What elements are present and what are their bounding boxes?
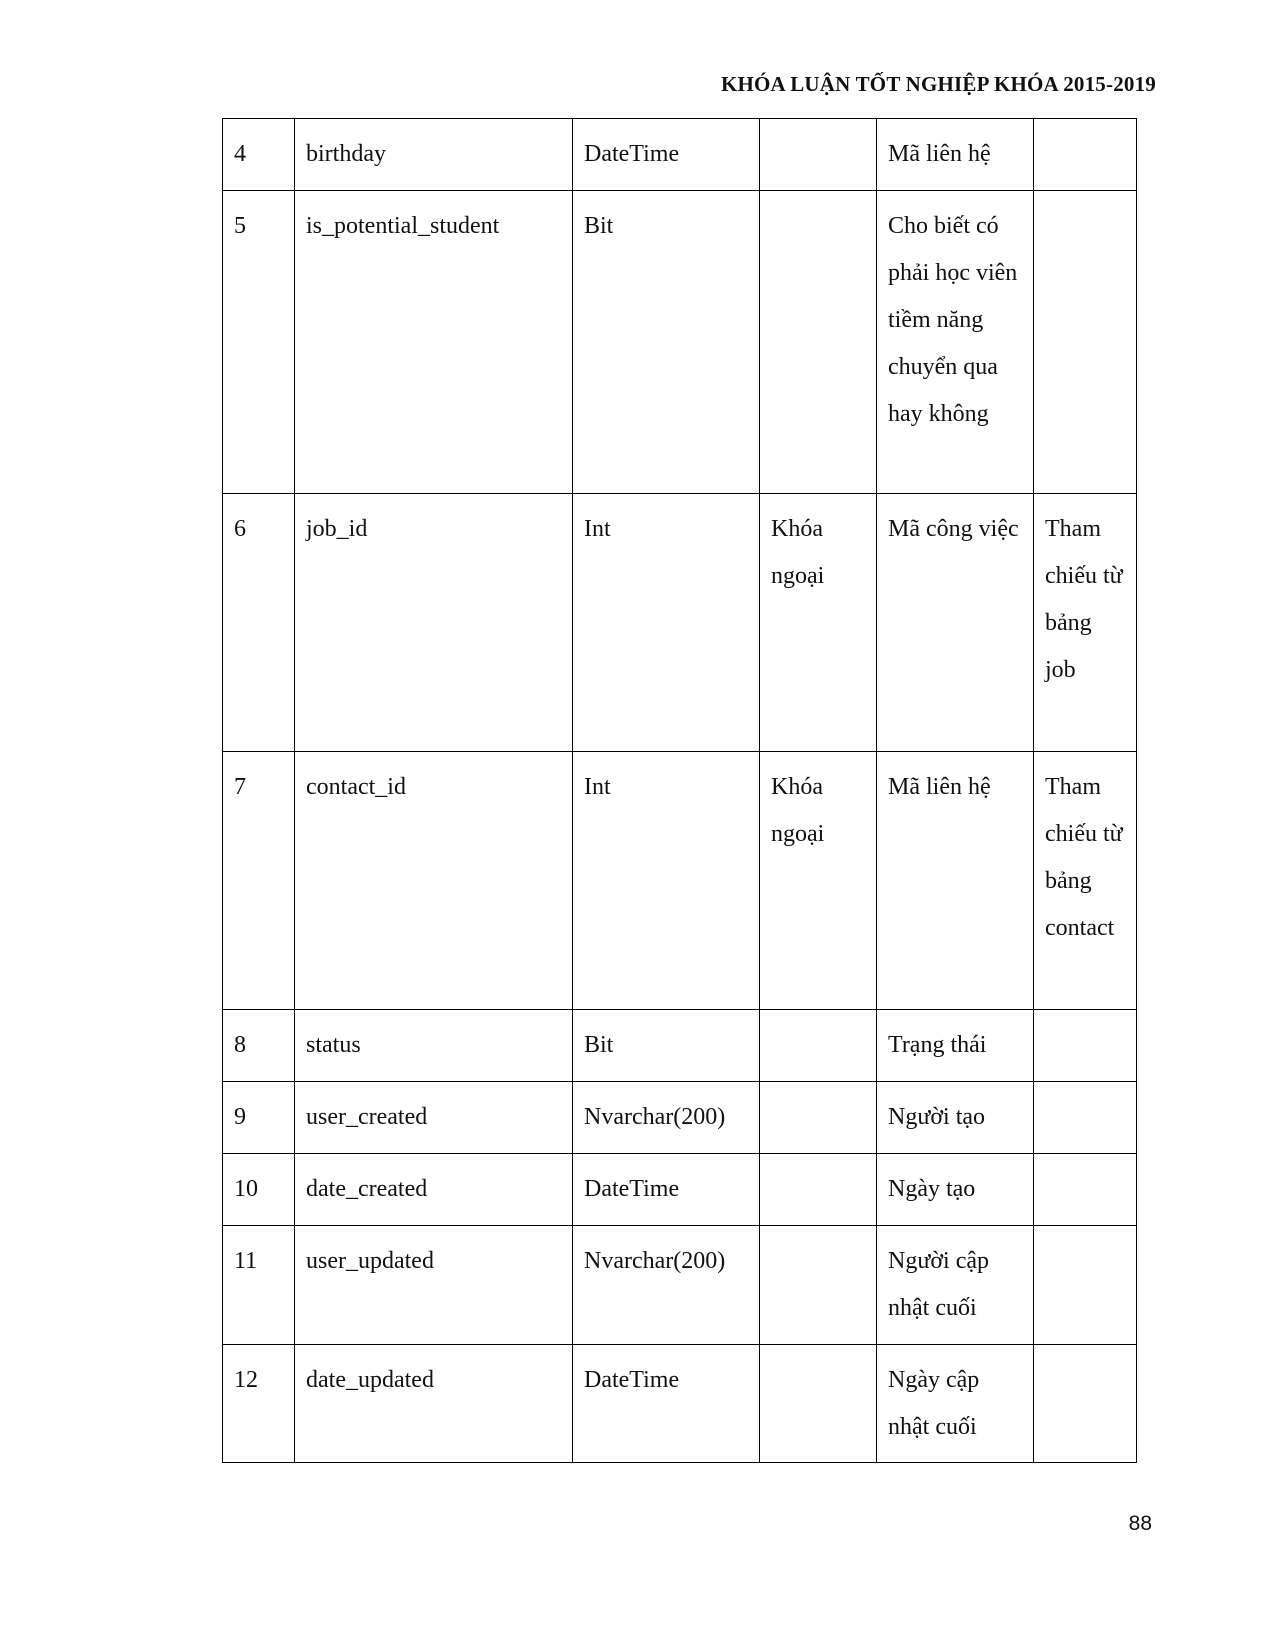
note-cell [1034,1154,1137,1226]
description-cell: Mã công việc [877,494,1034,752]
constraint-cell [760,191,877,494]
description-cell: Mã liên hệ [877,119,1034,191]
data-type-cell: Nvarchar(200) [573,1226,760,1345]
table-row [223,494,1137,752]
constraint-cell [760,1010,877,1082]
constraint-cell [760,1082,877,1154]
table-row [223,1226,1137,1345]
note-cell [1034,1082,1137,1154]
note-cell [1034,1010,1137,1082]
row-number-cell: 8 [223,1010,295,1082]
page-number: 88 [1128,1512,1152,1535]
table-row [223,1345,1137,1463]
table-row [223,1082,1137,1154]
table-row [223,752,1137,1010]
row-number-cell: 4 [223,119,295,191]
data-type-cell: DateTime [573,119,760,191]
data-type-cell: Bit [573,191,760,494]
page-header-title: KHÓA LUẬN TỐT NGHIỆP KHÓA 2015-2019 [720,72,1156,96]
field-name-cell: user_created [295,1082,573,1154]
row-number-cell: 11 [223,1226,295,1345]
description-cell: Cho biết có phải học viên tiềm năng chuyển qua hay không [877,191,1034,494]
row-number-cell: 10 [223,1154,295,1226]
data-type-cell: Nvarchar(200) [573,1082,760,1154]
table-row [223,1154,1137,1226]
constraint-cell [760,1154,877,1226]
schema-table [222,118,1137,1463]
field-name-cell: date_created [295,1154,573,1226]
field-name-cell: user_updated [295,1226,573,1345]
field-name-cell: status [295,1010,573,1082]
table-row [223,1010,1137,1082]
data-type-cell: Bit [573,1010,760,1082]
data-type-cell: DateTime [573,1154,760,1226]
note-cell [1034,191,1137,494]
data-type-cell: DateTime [573,1345,760,1463]
note-cell [1034,1226,1137,1345]
row-number-cell: 7 [223,752,295,1010]
field-name-cell: is_potential_student [295,191,573,494]
note-cell [1034,119,1137,191]
description-cell: Mã liên hệ [877,752,1034,1010]
description-cell: Người tạo [877,1082,1034,1154]
row-number-cell: 6 [223,494,295,752]
data-type-cell: Int [573,752,760,1010]
constraint-cell [760,1226,877,1345]
row-number-cell: 5 [223,191,295,494]
constraint-cell: Khóa ngoại [760,752,877,1010]
table-row [223,191,1137,494]
note-cell [1034,1345,1137,1463]
row-number-cell: 12 [223,1345,295,1463]
field-name-cell: job_id [295,494,573,752]
note-cell: Tham chiếu từ bảng contact [1034,752,1137,1010]
table-row [223,119,1137,191]
schema-table-body [223,119,1137,1463]
description-cell: Người cập nhật cuối [877,1226,1034,1345]
row-number-cell: 9 [223,1082,295,1154]
constraint-cell [760,1345,877,1463]
field-name-cell: birthday [295,119,573,191]
field-name-cell: date_updated [295,1345,573,1463]
note-cell: Tham chiếu từ bảng job [1034,494,1137,752]
constraint-cell [760,119,877,191]
description-cell: Ngày tạo [877,1154,1034,1226]
data-type-cell: Int [573,494,760,752]
field-name-cell: contact_id [295,752,573,1010]
constraint-cell: Khóa ngoại [760,494,877,752]
description-cell: Trạng thái [877,1010,1034,1082]
description-cell: Ngày cập nhật cuối [877,1345,1034,1463]
